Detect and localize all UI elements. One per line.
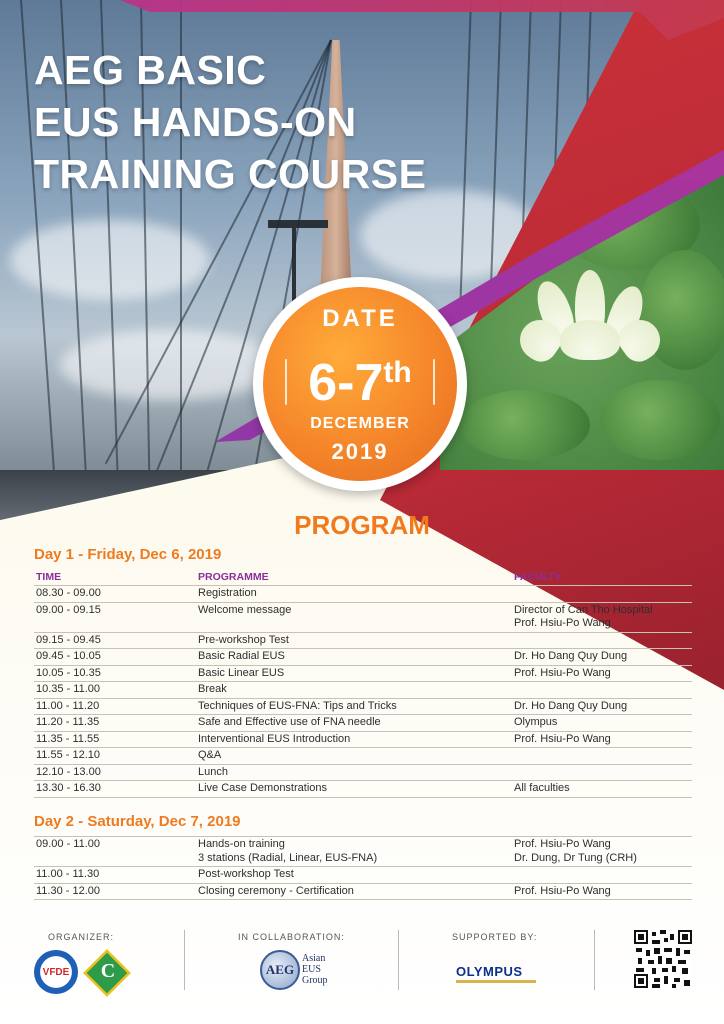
cell-time: 11.20 - 11.35 (36, 716, 100, 728)
cell-programme: Hands-on training 3 stations (Radial, Linear, EUS-FNA) (198, 838, 378, 864)
cell-programme: Live Case Demonstrations (198, 782, 328, 794)
title-line-2: EUS HANDS-ON (34, 99, 357, 145)
cell-time: 11.00 - 11.20 (36, 699, 100, 712)
cell-time: 11.00 - 11.30 (36, 868, 100, 880)
cell-programme: Techniques of EUS-FNA: Tips and Tricks (198, 699, 397, 712)
cell-faculty (512, 682, 692, 698)
table-row (34, 732, 692, 749)
table-row (34, 884, 692, 901)
cell-programme: Q&A (198, 749, 222, 761)
footer-divider (594, 930, 595, 990)
cell-programme: Post-workshop Test (198, 868, 294, 880)
cell-faculty: Olympus (514, 716, 558, 728)
cell-programme: Basic Radial EUS (198, 650, 285, 662)
cell-faculty: Prof. Hsiu-Po Wang (514, 732, 611, 745)
cell-programme: Lunch (198, 765, 228, 778)
date-range: 6-7th (308, 354, 412, 412)
cell-programme: Break (198, 683, 227, 695)
cell-time: 11.30 - 12.00 (36, 884, 101, 897)
footer-divider (184, 930, 185, 990)
cell-time: 09.00 - 09.15 (36, 603, 101, 616)
cell-time: 13.30 - 16.30 (36, 782, 101, 794)
cell-time: 12.10 - 13.00 (36, 765, 101, 778)
can-tho-logo-mark: C (100, 960, 116, 982)
date-year: 2019 (331, 439, 389, 464)
table-row (34, 586, 692, 603)
cell-faculty (512, 633, 692, 649)
date-month: DECEMBER (310, 415, 410, 432)
table-row (34, 715, 692, 732)
day2-heading: Day 2 - Saturday, Dec 7, 2019 (34, 813, 241, 830)
cell-programme: Pre-workshop Test (198, 633, 289, 646)
table-row (34, 666, 692, 683)
footer (0, 920, 724, 1024)
cell-faculty: Prof. Hsiu-Po Wang (514, 884, 611, 897)
cell-faculty: Director of Can Tho Hospital Prof. Hsiu-Po Wang (514, 603, 653, 629)
title-line-1: AEG BASIC (34, 47, 267, 93)
cell-faculty: Prof. Hsiu-Po Wang Dr. Dung, Dr Tung (CRH) (514, 838, 637, 864)
course-title (34, 44, 504, 200)
table-row (34, 867, 692, 884)
date-suffix: th (383, 356, 412, 389)
olympus-logo: OLYMPUS (456, 964, 523, 979)
program-heading: PROGRAM (294, 510, 430, 540)
cell-time: 09.15 - 09.45 (36, 633, 101, 646)
cell-programme: Registration (198, 587, 257, 599)
cell-faculty (512, 867, 692, 883)
table-row (34, 682, 692, 699)
cell-time: 11.55 - 12.10 (36, 749, 101, 761)
table-row (34, 748, 692, 765)
day1-table (34, 570, 692, 798)
cell-programme: Welcome message (198, 603, 292, 616)
day1-heading: Day 1 - Friday, Dec 6, 2019 (34, 546, 222, 563)
table-row (34, 699, 692, 716)
cell-programme: Interventional EUS Introduction (198, 732, 351, 745)
cell-programme: Basic Linear EUS (198, 666, 285, 679)
aeg-logo-text: Asian EUS Group (302, 953, 328, 986)
table-row (34, 765, 692, 782)
organizer-label: ORGANIZER: (48, 932, 115, 942)
table-row (34, 633, 692, 650)
cell-programme: Safe and Effective use of FNA needle (198, 716, 381, 728)
col-programme: PROGRAMME (198, 570, 269, 583)
supported-label: SUPPORTED BY: (452, 932, 538, 942)
table-row (34, 649, 692, 666)
cell-faculty: Prof. Hsiu-Po Wang (514, 666, 611, 679)
qr-code[interactable] (634, 930, 692, 988)
table-row (34, 603, 692, 633)
date-badge (263, 287, 457, 481)
cell-time: 10.35 - 11.00 (36, 683, 101, 695)
cell-time: 09.00 - 11.00 (36, 838, 101, 850)
table-row (34, 781, 692, 798)
cell-faculty: Dr. Ho Dang Quy Dung (514, 699, 628, 712)
date-label: DATE (322, 305, 398, 332)
day2-table (34, 836, 692, 900)
cell-faculty (512, 765, 692, 781)
table-row (34, 837, 692, 867)
cell-faculty: All faculties (514, 782, 570, 794)
title-line-3: TRAINING COURSE (34, 151, 427, 197)
collaboration-label: IN COLLABORATION: (238, 932, 345, 942)
aeg-logo: AEG (260, 950, 300, 990)
vfde-logo: VFDE (34, 950, 78, 994)
cell-programme: Closing ceremony - Certification (198, 884, 354, 897)
cell-time: 08.30 - 09.00 (36, 587, 101, 599)
cell-time: 11.35 - 11.55 (36, 732, 100, 745)
footer-divider (398, 930, 399, 990)
table-header (34, 570, 692, 586)
cell-faculty (512, 748, 692, 764)
col-faculty: FACULTY (514, 570, 562, 583)
col-time: TIME (36, 570, 62, 583)
cell-time: 09.45 - 10.05 (36, 650, 101, 662)
cell-time: 10.05 - 10.35 (36, 666, 101, 679)
cell-faculty: Dr. Ho Dang Quy Dung (514, 650, 628, 662)
cell-faculty (512, 586, 692, 602)
